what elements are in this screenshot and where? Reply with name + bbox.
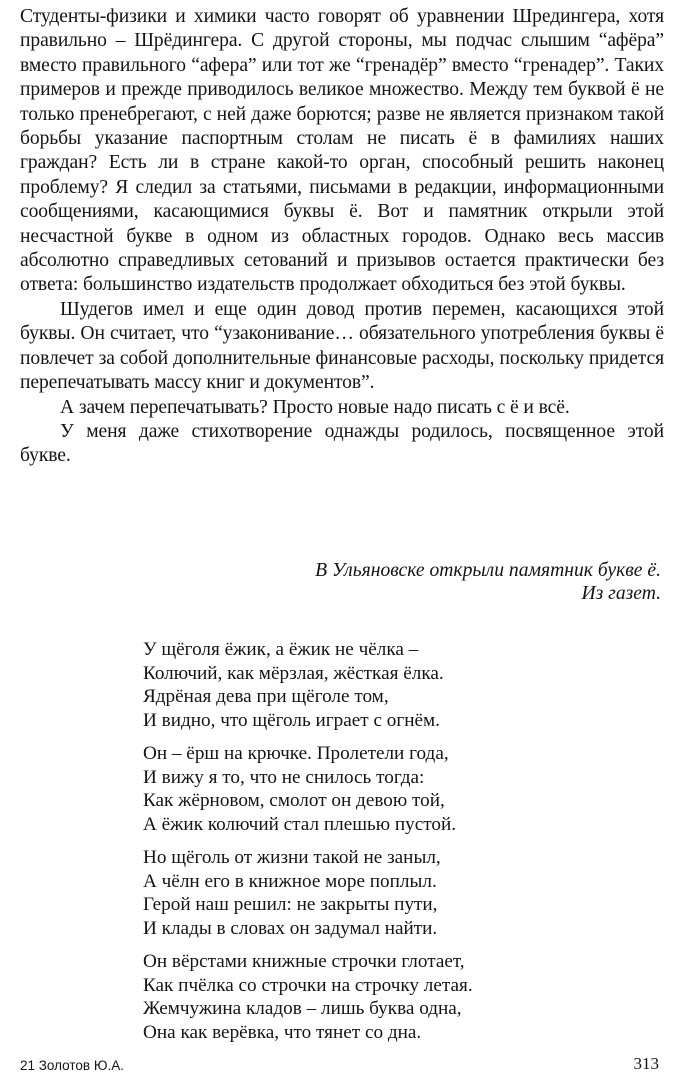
paragraph-3: А зачем перепечатывать? Просто новые надо писать с ё и всё.: [60, 396, 570, 418]
poem-stanza: [143, 638, 613, 732]
epigraph-text: В Ульяновске открыли памятник букве ё.: [315, 560, 661, 581]
signature-mark: 21 Золотов Ю.А.: [20, 1058, 124, 1073]
poem-stanza: [143, 950, 613, 1044]
poem-stanza: [143, 846, 613, 940]
poem-line: Ядрёная дева при щёголе том,: [143, 686, 389, 707]
poem-line: И вижу я то, что не снилось тогда:: [143, 766, 425, 788]
poem-line: У щёголя ёжик, а ёжик не чёлка –: [143, 639, 419, 660]
poem-line: Он – ёрш на крючке. Пролетели года,: [143, 743, 449, 764]
poem-line: Как жёрновом, смолот он девою той,: [143, 790, 445, 811]
poem-line: Она как верёвка, что тянет со дна.: [143, 1021, 422, 1043]
poem-line: Как пчёлка со строчки на строчку летая.: [143, 974, 473, 996]
poem-line: А ёжик колючий стал плешью пустой.: [143, 813, 457, 835]
paragraph-1: Студенты-физики и химики часто говорят об уравнении Шредингера, хотя правильно – Шрёдингера. С другой стороны, мы подчас слышим “афёра” вместо правильного “афера” или тот же “гренадёр” вместо “гренадер”. Таких примеров и прежде приводилось великое множество. Между тем буквой ё не только пренебрегают, с ней даже борются; разве не является признаком такой борьбы указание паспортным столам не писать ё в фамилиях наших граждан? Есть ли в стране какой-то орган, способный решить наконец проблему? Я следил за статьями, письмами в редакции, информационными сообщениями, касающимися буквы ё. Вот и памятник открыли этой несчастной букве в одном из областных городов. Однако весь массив абсолютно справедливых сетований и призывов остается практически без ответа: большинство издательств продолжает обходиться без этой буквы.: [20, 6, 664, 296]
epigraph: [315, 559, 661, 605]
poem-line: Жемчужина кладов – лишь буква одна,: [143, 998, 462, 1019]
poem-line: А чёлн его в книжное море поплыл.: [143, 870, 437, 892]
poem: [143, 638, 613, 1054]
poem-line: Колючий, как мёрзлая, жёсткая ёлка.: [143, 662, 444, 684]
poem-line: Но щёголь от жизни такой не заныл,: [143, 847, 441, 868]
paragraph-4: У меня даже стихотворение однажды родилось, посвященное этой букве.: [20, 420, 664, 467]
paragraph-2: Шудегов имел и еще один довод против перемен, касающихся этой буквы. Он считает, что “узаконивание… обязательного употребления буквы ё повлечет за собой дополнительные финансовые расходы, поскольку придется перепечатывать массу книг и документов”.: [20, 298, 664, 394]
epigraph-source: Из газет.: [581, 583, 661, 604]
poem-line: И клады в словах он задумал найти.: [143, 917, 438, 939]
prose-block: [20, 5, 664, 469]
poem-stanza: [143, 742, 613, 836]
poem-line: Герой наш решил: не закрыты пути,: [143, 894, 438, 915]
poem-line: И видно, что щёголь играет с огнём.: [143, 709, 440, 731]
page-number: 313: [633, 1054, 659, 1073]
poem-line: Он вёрстами книжные строчки глотает,: [143, 951, 465, 972]
